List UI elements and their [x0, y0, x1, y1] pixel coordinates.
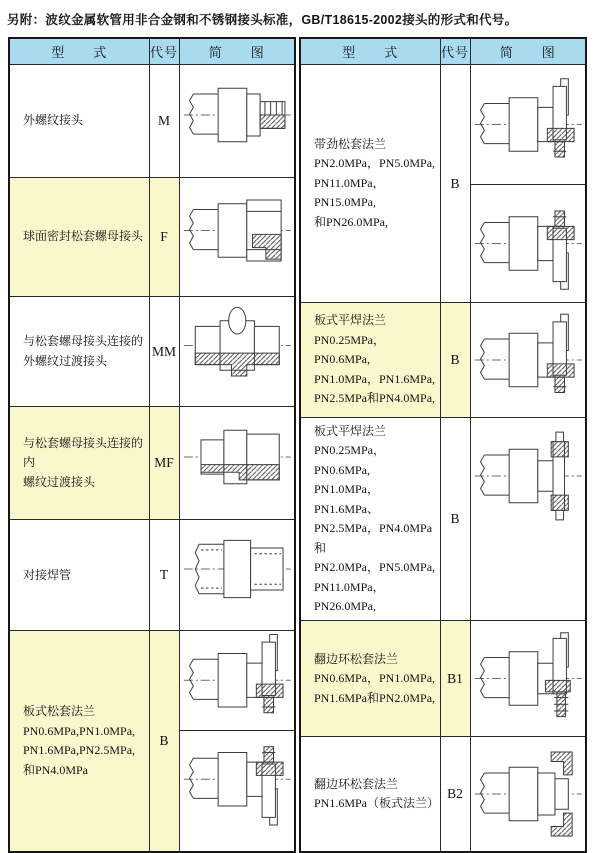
type-cell: [9, 520, 149, 631]
type-line: 带劲松套法兰: [314, 136, 387, 151]
code-cell: M: [149, 65, 179, 178]
type-line: 和PN26.0MPa,: [314, 214, 389, 229]
male-thread-fitting-diagram: [180, 65, 295, 165]
col-header-code: 代号: [440, 38, 470, 65]
type-line: PN1.6MPa（板式法兰）: [314, 796, 440, 811]
type-line: 板式平焊法兰: [314, 313, 387, 328]
type-cell: [9, 178, 149, 297]
type-cell: [300, 303, 440, 418]
type-line: 螺纹过渡接头: [23, 474, 96, 489]
type-line: 与松套螺母接头连接的: [23, 334, 144, 349]
type-cell: [300, 737, 440, 853]
code-cell: B1: [440, 621, 470, 737]
table-row: [9, 520, 295, 631]
table-row: [300, 737, 586, 853]
table-row: [9, 178, 295, 297]
type-line: 对接焊管: [23, 567, 72, 582]
code-cell: B: [440, 303, 470, 418]
code-cell: B2: [440, 737, 470, 853]
col-header-diagram: 简 图: [470, 38, 586, 65]
plate-loose-flange-bolt-up-diagram: [180, 631, 295, 730]
diagram-cell: [470, 65, 586, 303]
flanged-ring-loose-flange-diagram: [471, 621, 586, 736]
type-line: PN0.25MPa，PN0.6MPa,: [314, 443, 386, 477]
neck-loose-flange-bolt-up-diagram: [471, 65, 586, 184]
code-cell: MM: [149, 297, 179, 407]
table-row: [300, 418, 586, 621]
diagram-cell: [179, 520, 295, 631]
flanged-ring-plate-flange-diagram: [471, 737, 586, 851]
neck-loose-flange-bolt-down-diagram: [471, 184, 586, 302]
spherical-loose-nut-fitting-diagram: [180, 178, 295, 283]
diagram-cell: [179, 178, 295, 297]
fitting-table-right: [299, 37, 587, 853]
type-line: PN1.6MPa,PN2.5MPa,: [23, 743, 136, 758]
type-cell: [9, 631, 149, 853]
type-line: 与松套螺母接头连接的内: [23, 436, 144, 470]
code-cell: B: [149, 631, 179, 853]
type-line: PN0.6MPa,PN1.0MPa,: [23, 723, 136, 738]
table-row: [300, 303, 586, 418]
type-line: 板式松套法兰: [23, 704, 96, 719]
plate-loose-flange-bolt-down-diagram: [180, 730, 295, 828]
type-line: PN2.0MPa，PN5.0MPa,: [314, 560, 436, 575]
col-header-type: 型 式: [9, 38, 149, 65]
diagram-cell: [179, 631, 295, 853]
diagram-cell: [470, 303, 586, 418]
header-row: [300, 38, 586, 65]
table-row: [9, 65, 295, 178]
type-line: PN0.6MPa，PN1.0MPa,: [314, 671, 436, 686]
table-row: [300, 65, 586, 303]
diagram-cell: [179, 65, 295, 178]
type-cell: [9, 65, 149, 178]
butt-weld-pipe-diagram: [180, 520, 295, 618]
table-row: [9, 297, 295, 407]
type-line: PN2.5MPa和PN4.0MPa,: [314, 391, 436, 406]
type-line: PN2.0MPa，PN5.0MPa,: [314, 156, 436, 171]
type-line: 外螺纹过渡接头: [23, 353, 108, 368]
type-line: 翻边环松套法兰: [314, 776, 399, 791]
type-line: 板式平焊法兰: [314, 424, 387, 438]
type-line: 和PN4.0MPa: [23, 762, 89, 777]
type-line: 翻边环松套法兰: [314, 651, 399, 666]
type-line: PN0.25MPa，PN0.6MPa,: [314, 332, 386, 367]
type-line: PN1.6MPa和PN2.0MPa,: [314, 690, 436, 705]
code-cell: B: [440, 65, 470, 303]
male-female-adapter-diagram: [180, 407, 295, 507]
table-row: [9, 407, 295, 520]
header-row: [9, 38, 295, 65]
diagram-cell: [470, 418, 586, 621]
code-cell: MF: [149, 407, 179, 520]
type-cell: [300, 418, 440, 621]
type-cell: [9, 297, 149, 407]
code-cell: B: [440, 418, 470, 621]
tables-container: [8, 37, 600, 853]
type-line: 球面密封松套螺母接头: [23, 229, 144, 244]
type-line: PN2.5MPa，PN4.0MPa和: [314, 521, 433, 555]
plate-weld-flange-diagram: [471, 303, 586, 417]
type-line: PN11.0MPa，PN15.0MPa,: [314, 175, 385, 210]
type-line: PN11.0MPa，PN26.0MPa,: [314, 579, 385, 613]
type-line: 外螺纹接头: [23, 113, 84, 128]
col-header-code: 代号: [149, 38, 179, 65]
fitting-table-left: [8, 37, 296, 853]
table-row: [300, 621, 586, 737]
type-line: PN1.0MPa，PN1.6MPa,: [314, 371, 436, 386]
type-cell: [300, 65, 440, 303]
code-cell: T: [149, 520, 179, 631]
type-cell: [300, 621, 440, 737]
type-cell: [9, 407, 149, 520]
col-header-diagram: 简 图: [179, 38, 295, 65]
page-title: 另附：波纹金属软管用非合金钢和不锈钢接头标准，GB/T18615-2002接头的形式和代号。: [7, 13, 518, 27]
diagram-cell: [179, 407, 295, 520]
table-row: [9, 631, 295, 853]
col-header-type: 型 式: [300, 38, 440, 65]
diagram-cell: [470, 737, 586, 853]
type-line: PN1.0MPa，PN1.6MPa、: [314, 482, 380, 516]
diagram-cell: [470, 621, 586, 737]
plate-weld-flange-double-diagram: [471, 418, 586, 534]
diagram-cell: [179, 297, 295, 407]
code-cell: F: [149, 178, 179, 297]
male-male-adapter-diagram: [180, 297, 295, 394]
